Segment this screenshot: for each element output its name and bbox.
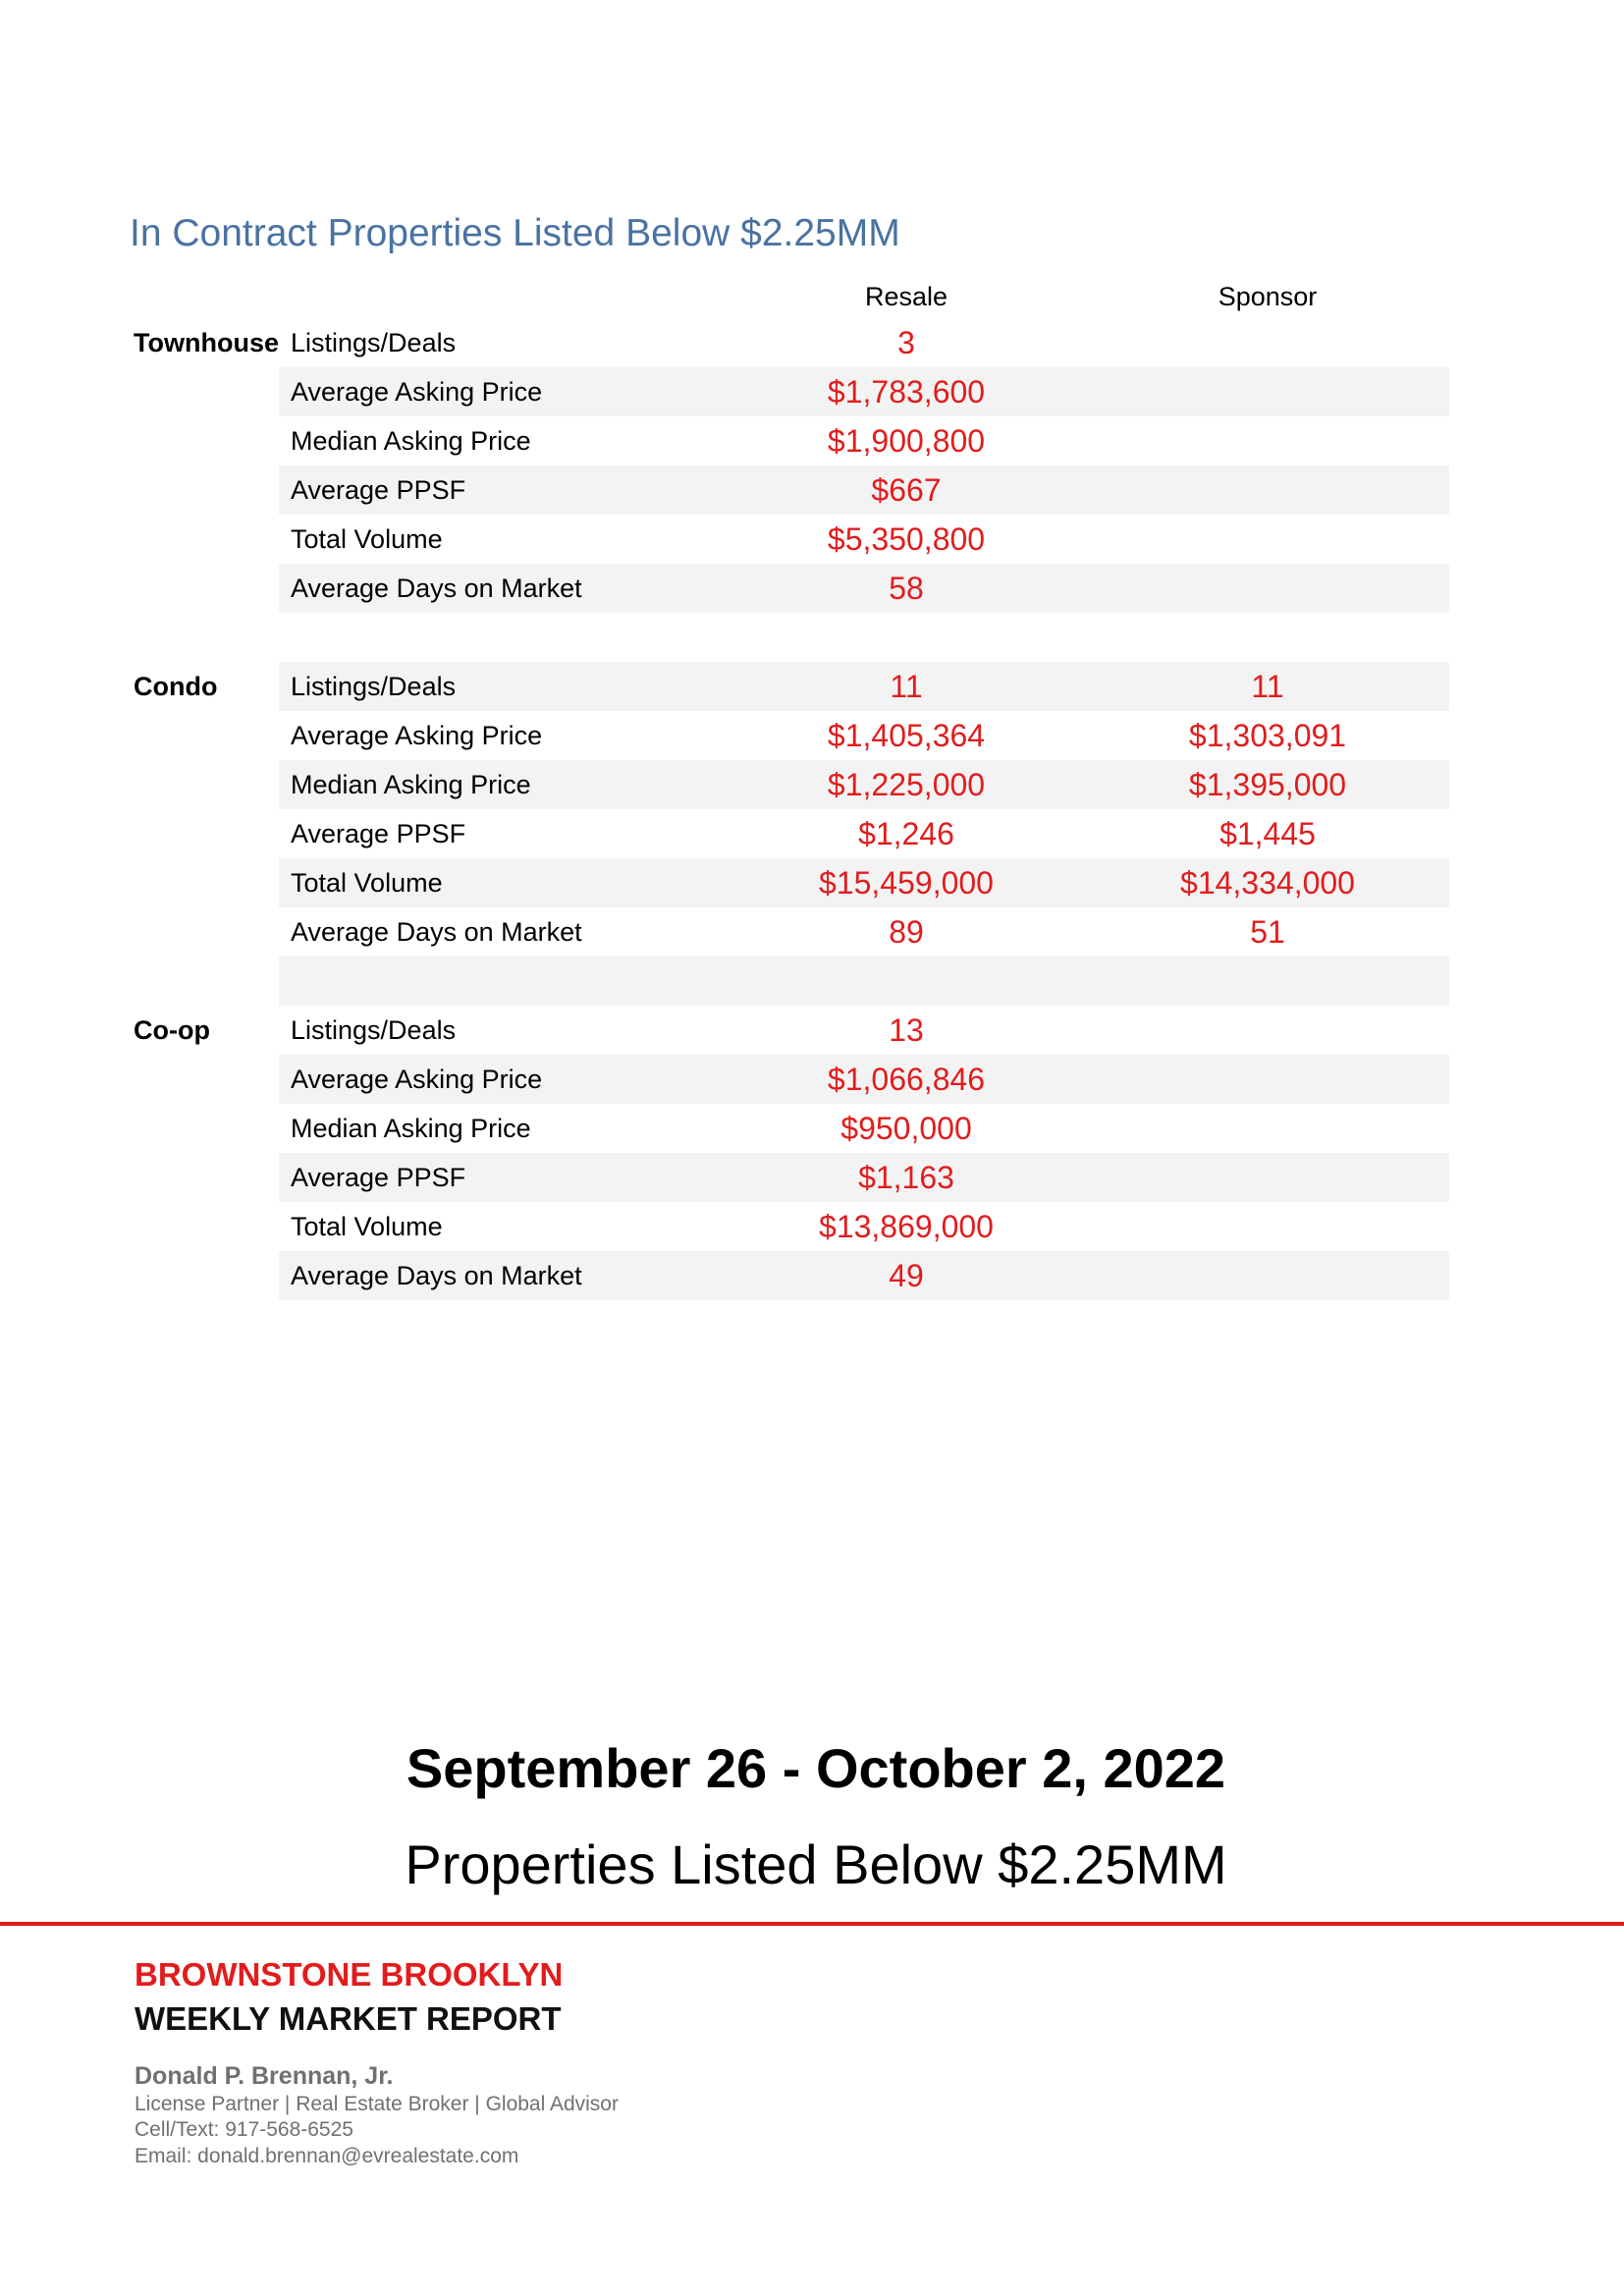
table-row [279, 1202, 1449, 1251]
section-label: Co-op [134, 1015, 210, 1045]
sponsor-value: $1,303,091 [1188, 718, 1347, 753]
spacer-row [279, 957, 1449, 1006]
agent-name: Donald P. Brennan, Jr. [135, 2062, 394, 2090]
sponsor-value: 51 [1250, 914, 1285, 950]
table-row [279, 858, 1449, 907]
metric-label: Median Asking Price [291, 426, 531, 456]
column-header-resale: Resale [864, 282, 948, 311]
sponsor-value: $14,334,000 [1180, 865, 1355, 901]
agent-email[interactable]: Email: donald.brennan@evrealestate.com [135, 2145, 519, 2167]
table-row [279, 907, 1449, 957]
report-period-heading: September 26 - October 2, 2022 [406, 1737, 1226, 1799]
table-row [279, 1055, 1449, 1104]
metric-label: Median Asking Price [291, 770, 531, 799]
table-row [279, 465, 1449, 515]
agent-title: License Partner | Real Estate Broker | Global Advisor [135, 2093, 619, 2115]
table-row [279, 1006, 1449, 1055]
resale-value: 13 [889, 1012, 924, 1048]
metric-label: Average Days on Market [291, 574, 582, 603]
resale-value: 11 [890, 669, 923, 704]
metric-label: Average PPSF [291, 475, 466, 505]
metric-label: Average PPSF [291, 1163, 466, 1192]
footer-divider [0, 1922, 1624, 1926]
resale-value: $950,000 [840, 1111, 972, 1146]
section-label: Townhouse [134, 328, 279, 357]
metric-label: Average Asking Price [291, 721, 543, 750]
metric-label: Listings/Deals [291, 1015, 457, 1045]
metric-label: Listings/Deals [291, 672, 457, 701]
table-row [279, 1251, 1449, 1300]
metric-label: Average Asking Price [291, 1065, 543, 1094]
resale-value: 3 [897, 325, 915, 360]
resale-value: 49 [889, 1258, 924, 1293]
resale-value: $1,163 [858, 1160, 954, 1195]
table-row [279, 760, 1449, 809]
resale-value: 58 [889, 571, 924, 606]
agent-phone: Cell/Text: 917-568-6525 [135, 2118, 353, 2141]
table-row [279, 416, 1449, 465]
table-row [279, 564, 1449, 613]
table-row [279, 711, 1449, 760]
metric-label: Listings/Deals [291, 328, 457, 357]
metric-label: Average Asking Price [291, 377, 543, 407]
metric-label: Average PPSF [291, 819, 466, 848]
metric-label: Total Volume [291, 524, 443, 554]
table-row [279, 809, 1449, 858]
resale-value: $15,459,000 [819, 865, 994, 901]
sponsor-value: $1,395,000 [1188, 767, 1347, 802]
metric-label: Total Volume [291, 1212, 443, 1241]
brand-name: BROWNSTONE BROOKLYN [135, 1956, 564, 1993]
resale-value: $667 [871, 472, 942, 508]
table-row [279, 662, 1449, 711]
table-row [279, 1153, 1449, 1202]
resale-value: $13,869,000 [819, 1209, 994, 1244]
metric-label: Average Days on Market [291, 917, 582, 947]
metric-label: Median Asking Price [291, 1114, 531, 1143]
resale-value: $1,783,600 [827, 374, 986, 410]
resale-value: $1,900,800 [827, 423, 986, 459]
resale-value: $1,225,000 [827, 767, 986, 802]
resale-value: $1,246 [858, 816, 954, 851]
table-row [279, 515, 1449, 564]
table-row [279, 367, 1449, 416]
resale-value: 89 [889, 914, 924, 950]
metric-label: Total Volume [291, 868, 443, 898]
report-subtitle: Properties Listed Below $2.25MM [405, 1833, 1227, 1895]
page-title: In Contract Properties Listed Below $2.25MM [130, 212, 900, 254]
table-row [279, 1104, 1449, 1153]
section-label: Condo [134, 672, 218, 701]
sponsor-value: 11 [1251, 669, 1284, 704]
report-name: WEEKLY MARKET REPORT [135, 2000, 562, 2037]
sponsor-value: $1,445 [1219, 816, 1316, 851]
column-header-sponsor: Sponsor [1218, 282, 1318, 311]
resale-value: $1,405,364 [827, 718, 986, 753]
metric-label: Average Days on Market [291, 1261, 582, 1290]
resale-value: $5,350,800 [827, 521, 986, 557]
resale-value: $1,066,846 [827, 1062, 986, 1097]
table-row [279, 318, 1449, 367]
